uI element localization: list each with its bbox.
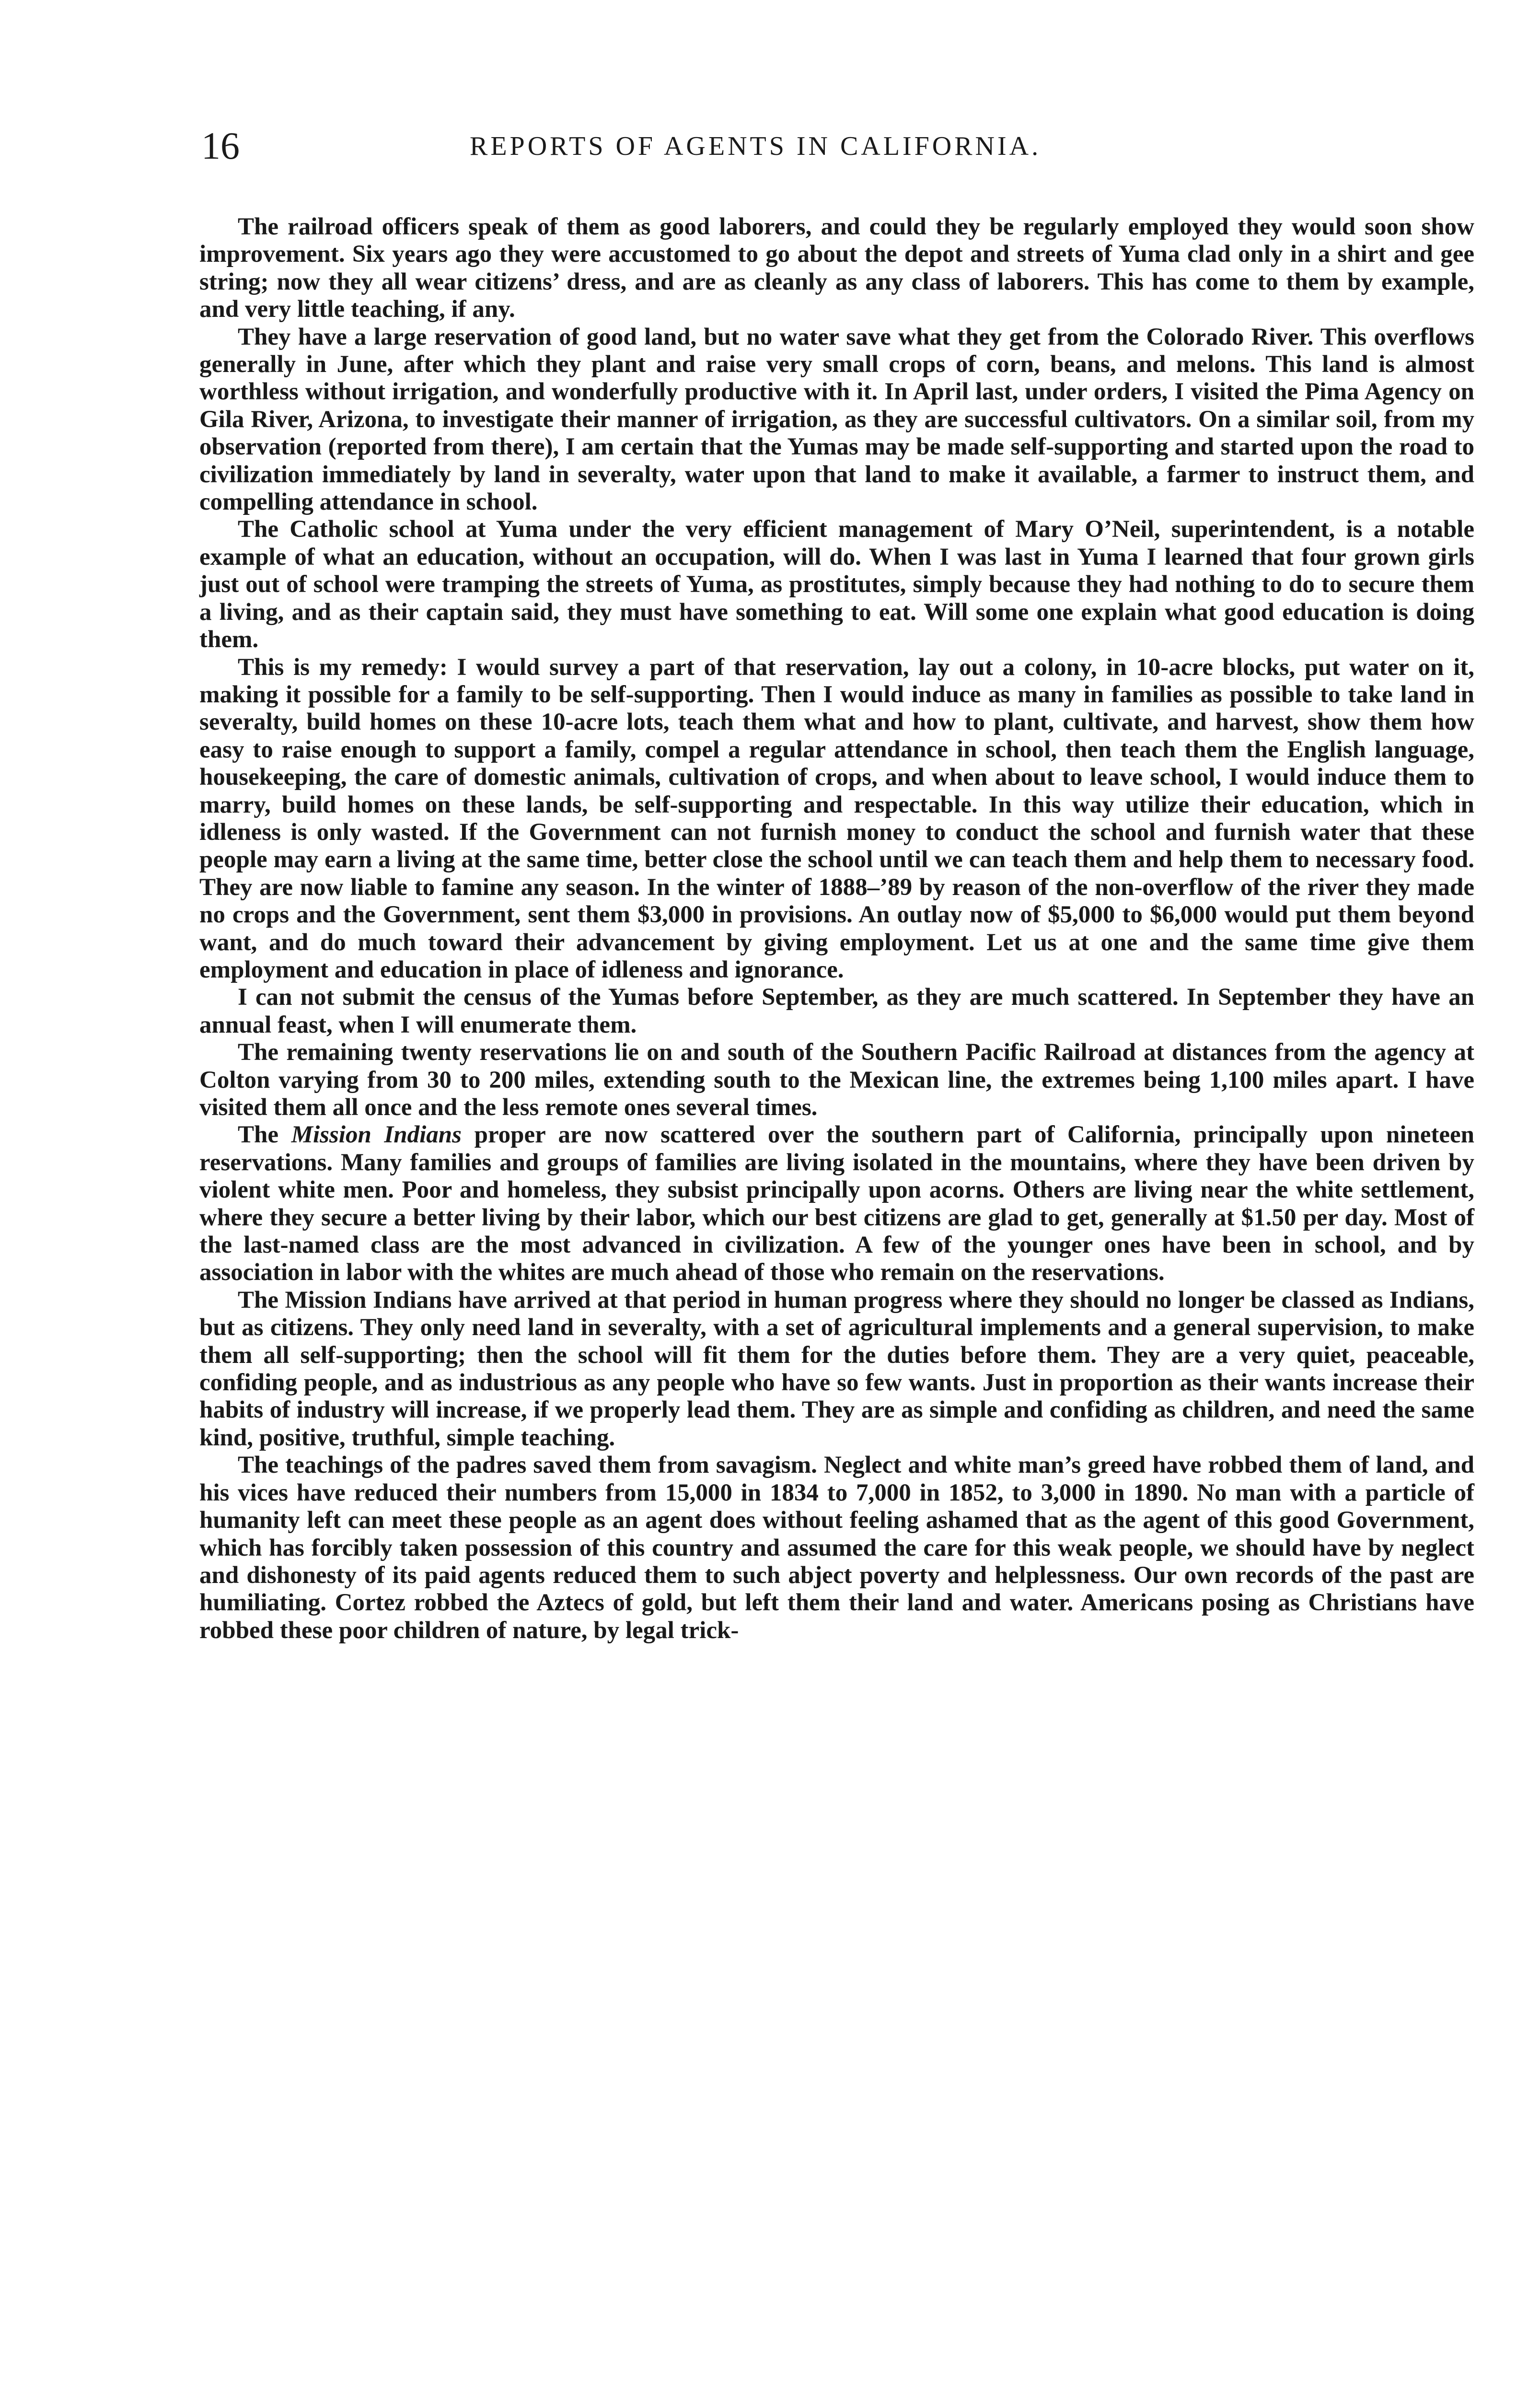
paragraph-8: The Mission Indians have arrived at that period in human progress where they should no longer be classed as Indians, but as citizens. They only need land in severalty, with a set of agricultural implements and a general supervision, to make them all self-supporting; then the school will fit them for the duties before them. They are a very quiet, peaceable, confiding people, and as industrious as any people who have so few wants. Just in proportion as their wants increase their habits of industry will increase, if we properly lead them. They are as simple and confiding as children, and need the same kind, positive, truthful, simple teaching. bbox=[199, 1286, 1474, 1451]
page-header bbox=[201, 120, 1476, 173]
paragraph-9: The teachings of the padres saved them from savagism. Neglect and white man’s greed have robbed them of land, and his vices have reduced their numbers from 15,000 in 1834 to 7,000 in 1852, to 3,000 in 1890. No man with a particle of humanity left can meet these people as an agent does without feeling ashamed that as the agent of this good Government, which has forcibly taken possession of this country and assumed the care for this weak people, we should have by neglect and dishonesty of its paid agents reduced them to such abject poverty and helplessness. Our own records of the past are humiliating. Cortez robbed the Aztecs of gold, but left them their land and water. Americans posing as Christians have robbed these poor children of nature, by legal trick- bbox=[199, 1452, 1474, 1644]
paragraph-7 bbox=[199, 1121, 1474, 1286]
page-number: 16 bbox=[201, 125, 240, 167]
paragraph-7-italic-term: Mission Indians bbox=[291, 1121, 462, 1149]
paragraph-1: The railroad officers speak of them as good laborers, and could they be regularly employed they would soon show improvement. Six years ago they were accustomed to go about the depot and streets of Yuma clad only in a shirt and gee string; now they all wear citizens’ dress, and are as cleanly as any class of laborers. This has come to them by example, and very little teaching, if any. bbox=[199, 213, 1474, 323]
body-text bbox=[199, 213, 1474, 1644]
paragraph-5: I can not submit the census of the Yumas before September, as they are much scattered. In September they have an annual feast, when I will enumerate them. bbox=[199, 984, 1474, 1038]
paragraph-4: This is my remedy: I would survey a part of that reservation, lay out a colony, in 10-acre blocks, put water on it, making it possible for a family to be self-supporting. Then I would induce as many in families as possible to take land in severalty, build homes on these 10-acre lots, teach them what and how to plant, cultivate, and harvest, show them how easy to raise enough to support a family, compel a regular attendance in school, then teach them the English language, housekeeping, the care of domestic animals, cultivation of crops, and when about to leave school, I would induce them to marry, build homes on these lands, be self-supporting and respectable. In this way utilize their education, which in idleness is only wasted. If the Government can not furnish money to conduct the school and furnish water that these people may earn a living at the same time, better close the school until we can teach them and help them to necessary food. They are now liable to famine any season. In the winter of 1888–’89 by reason of the non-overflow of the river they made no crops and the Government, sent them $3,000 in provisions. An outlay now of $5,000 to $6,000 would put them beyond want, and do much toward their advancement by giving employment. Let us at one and the same time give them employment and education in place of idleness and ignorance. bbox=[199, 653, 1474, 983]
paragraph-6: The remaining twenty reservations lie on and south of the Southern Pacific Railroad at distances from the agency at Colton varying from 30 to 200 miles, extending south to the Mexican line, the extremes being 1,100 miles apart. I have visited them all once and the less remote ones several times. bbox=[199, 1039, 1474, 1121]
paragraph-7-lead: The bbox=[238, 1121, 291, 1149]
paragraph-3: The Catholic school at Yuma under the very efficient management of Mary O’Neil, superintendent, is a notable example of what an education, without an occupation, will do. When I was last in Yuma I learned that four grown girls just out of school were tramping the streets of Yuma, as prostitutes, simply because they had nothing to do to secure them a living, and as their captain said, they must have something to eat. Will some one explain what good education is doing them. bbox=[199, 516, 1474, 653]
paragraph-2: They have a large reservation of good land, but no water save what they get from the Colorado River. This overflows generally in June, after which they plant and raise very small crops of corn, beans, and melons. This land is almost worthless without irrigation, and wonderfully productive with it. In April last, under orders, I visited the Pima Agency on Gila River, Arizona, to investigate their manner of irrigation, as they are successful cultivators. On a similar soil, from my observation (reported from there), I am certain that the Yumas may be made self-supporting and started upon the road to civilization immediately by land in severalty, water upon that land to make it available, a farmer to instruct them, and compelling attendance in school. bbox=[199, 323, 1474, 516]
paragraph-7-text: proper are now scattered over the southern part of California, principally upon nineteen reservations. Many families and groups of families are living isolated in the mountains, where they have been driven by violent white men. Poor and homeless, they subsist principally upon acorns. Others are living near the white settlement, where they secure a better living by their labor, which our best citizens are glad to get, generally at $1.50 per day. Most of the last-named class are the most advanced in civilization. A few of the younger ones have been in school, and by association in labor with the whites are much ahead of those who remain on the reservations. bbox=[199, 1121, 1474, 1286]
running-head: REPORTS OF AGENTS IN CALIFORNIA. bbox=[470, 131, 1042, 161]
